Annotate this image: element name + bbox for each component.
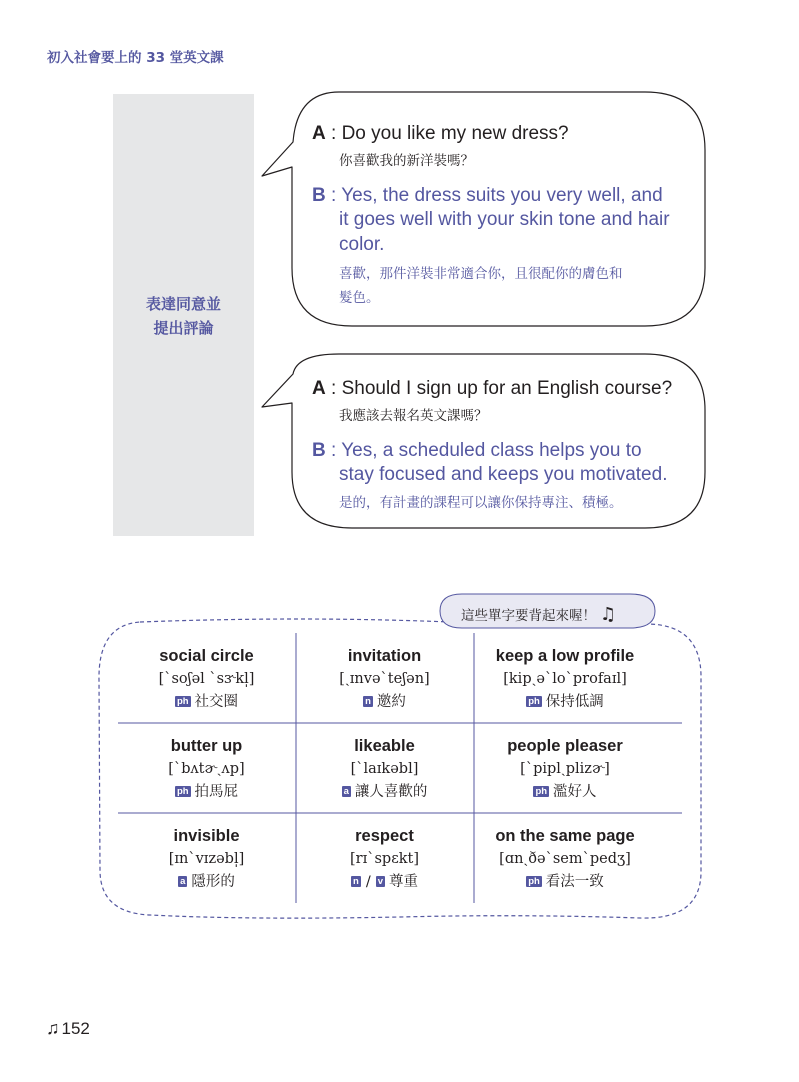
vocab-word: invisible <box>173 827 240 845</box>
vocab-meaning: 尊重 <box>389 874 418 890</box>
dialogue-1-b-line: B : Yes, the dress suits you very well, and <box>312 185 663 206</box>
vocab-meaning: 邀約 <box>376 694 406 710</box>
dialogue-1-a-line: A : Do you like my new dress? <box>312 123 569 144</box>
pos-badge: ph <box>528 696 540 707</box>
speaker-a-label: A <box>312 378 326 399</box>
vocab-ipa: [kipˏəˋloˋprofaɪl] <box>503 671 627 687</box>
page-number-value: 152 <box>61 1019 90 1038</box>
vocab-cell <box>119 646 294 712</box>
dialogue-2-b-line: B : Yes, a scheduled class helps you to <box>312 440 642 461</box>
vocab-word: people pleaser <box>507 737 623 755</box>
speaker-b-label: B <box>312 185 326 206</box>
vocab-word: keep a low profile <box>495 647 635 665</box>
speaker-b-label: B <box>312 440 326 461</box>
speaker-a-label: A <box>312 123 326 144</box>
vocab-word: social circle <box>159 647 254 665</box>
vocab-word: invitation <box>347 647 422 665</box>
pos-badge: v <box>377 876 383 887</box>
vocab-meaning: 社交圈 <box>194 694 239 710</box>
dialogue-1-b-english-3: color. <box>339 234 385 255</box>
side-label-line-2: 提出評論 <box>153 319 214 337</box>
dialogue-2-b-english-2: stay focused and keeps you motivated. <box>339 464 668 485</box>
music-note-icon: ♫ <box>600 604 617 625</box>
vocab-meaning: 保持低調 <box>545 694 604 710</box>
vocab-cell <box>475 826 655 892</box>
vocab-ipa: [ɪnˋvɪzəbl̩] <box>168 851 245 867</box>
pos-badge: a <box>343 786 349 797</box>
pos-badge: ph <box>528 876 540 887</box>
dialogue-1-b-chinese-2: 髮色。 <box>339 290 380 306</box>
dialogue-1-b-english-2: it goes well with your skin tone and hair <box>339 209 670 230</box>
dialogue-2-b-english-1: Yes, a scheduled class helps you to <box>341 440 642 461</box>
vocab-meaning: 隱形的 <box>191 874 235 890</box>
pos-badge: ph <box>535 786 548 797</box>
vocab-word: respect <box>355 827 414 845</box>
vocab-meaning: 讓人喜歡的 <box>354 784 428 800</box>
vocab-meaning: 拍馬屁 <box>194 784 239 800</box>
vocab-cell <box>297 736 472 802</box>
pos-separator: / <box>365 874 371 890</box>
page-number <box>46 1018 90 1039</box>
vocab-ipa: [rɪˋspɛkt] <box>350 851 419 867</box>
vocab-meaning: 看法一致 <box>545 874 604 890</box>
vocab-cell <box>297 826 472 892</box>
pos-badge: ph <box>176 786 189 797</box>
pos-badge: n <box>365 696 371 707</box>
side-label-line-1: 表達同意並 <box>145 295 221 313</box>
vocab-word: likeable <box>354 737 415 755</box>
pos-badge: a <box>180 876 186 887</box>
pos-badge: ph <box>176 696 189 707</box>
dialogue-2-a-line: A : Should I sign up for an English course? <box>312 378 673 399</box>
vocab-ipa: [ɑnˏðəˋsemˋpedʒ] <box>499 851 631 867</box>
vocab-ipa: [ˋpiplˏplizɚ] <box>520 761 610 777</box>
vocab-word: on the same page <box>495 827 635 845</box>
dialogue-1-a-chinese: 你喜歡我的新洋裝嗎？ <box>339 153 474 169</box>
book-title: 初入社會要上的 33 堂英文課 <box>47 50 224 66</box>
dialogue-2-a-english: Should I sign up for an English course? <box>341 378 673 399</box>
vocab-word: butter up <box>170 737 243 755</box>
vocab-meaning: 濫好人 <box>553 784 597 800</box>
vocab-cell <box>119 736 294 802</box>
vocab-cell <box>297 646 472 712</box>
dialogue-1-b-english-1: Yes, the dress suits you very well, and <box>341 185 663 206</box>
vocab-ipa: [ˋsoʃəl ˋsɝkl̩] <box>158 671 255 687</box>
vocab-tag <box>461 604 616 625</box>
dialogue-2-b-chinese-1: 是的，有計畫的課程可以讓你保持專注、積極。 <box>339 495 623 511</box>
vocab-cell <box>119 826 294 892</box>
dialogue-1-b-chinese-1: 喜歡，那件洋裝非常適合你，且很配你的膚色和 <box>339 266 623 282</box>
vocab-cell <box>475 646 655 712</box>
vocab-ipa: [ˋlaɪkəbl] <box>350 761 419 777</box>
pos-badge: n <box>353 876 359 887</box>
dialogue-1-a-english: Do you like my new dress? <box>341 123 569 144</box>
dialogue-2-a-chinese: 我應該去報名英文課嗎？ <box>339 408 488 424</box>
vocab-ipa: [ˏɪnvəˋteʃən] <box>339 671 430 687</box>
vocab-tag-text: 這些單字要背起來喔！ <box>461 608 596 624</box>
music-note-icon: ♫ <box>46 1018 60 1038</box>
vocab-cell <box>475 736 655 802</box>
vocab-ipa: [ˋbʌtɚˏʌp] <box>168 761 245 777</box>
